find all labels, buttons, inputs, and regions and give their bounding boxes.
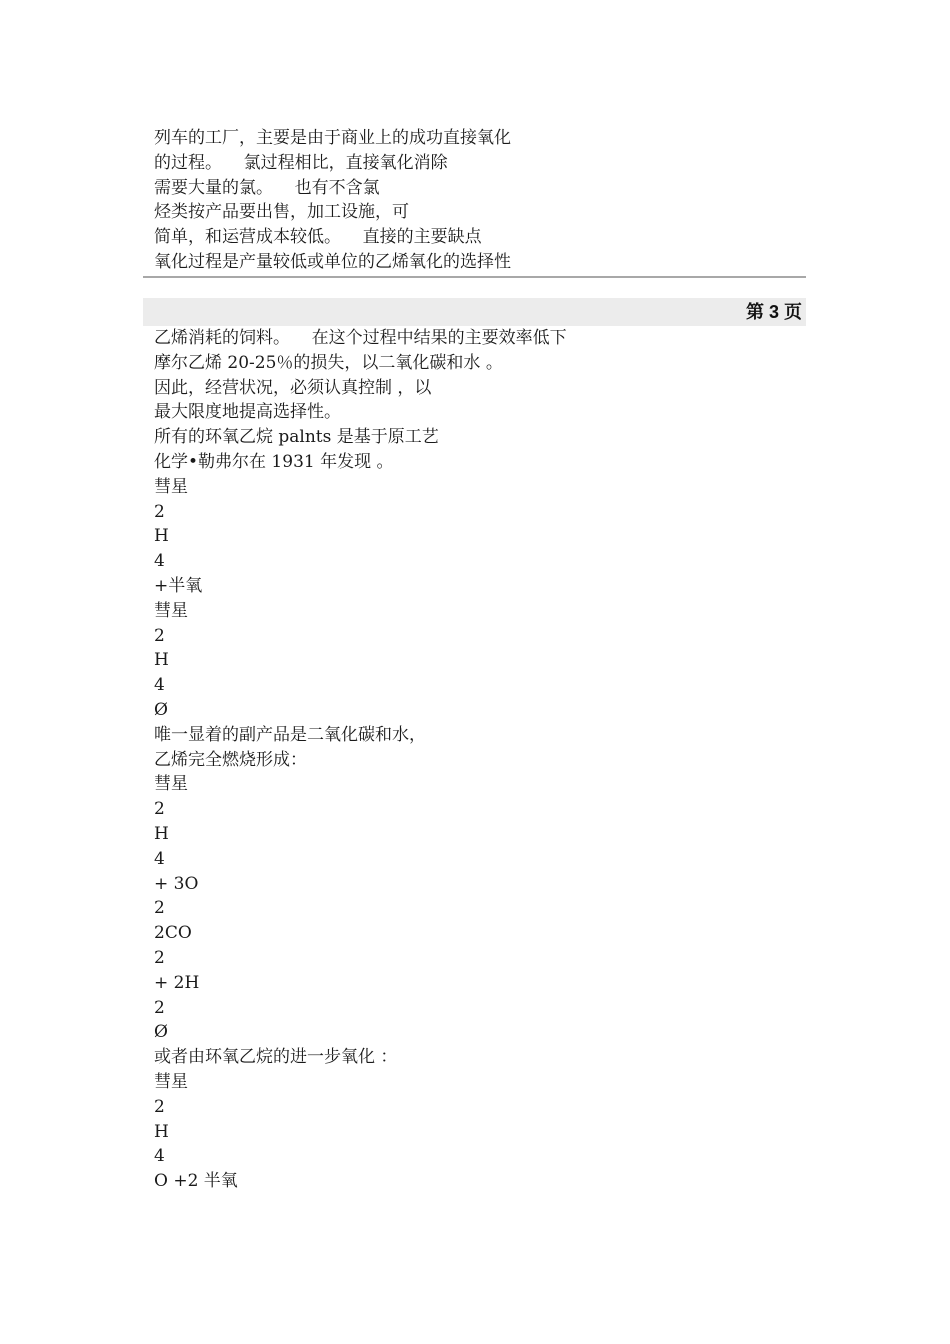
- text-line: + 3O: [154, 873, 199, 894]
- text-line: 2: [154, 947, 165, 968]
- text-line: 唯一显着的副产品是二氧化碳和水，: [154, 724, 426, 745]
- text-line: 2: [154, 501, 165, 522]
- text-line: 乙烯完全燃烧形成：: [154, 749, 307, 770]
- text-line: 摩尔乙烯 20-25％的损失，以二氧化碳和水 。: [154, 352, 503, 373]
- text-line: 2: [154, 1096, 165, 1117]
- text-line: 2: [154, 997, 165, 1018]
- text-line: 因此，经营状况，必须认真控制 ，以: [154, 377, 432, 398]
- text-line: Ø: [154, 699, 168, 720]
- text-line: 彗星: [154, 1071, 188, 1092]
- text-line: H: [154, 650, 169, 671]
- text-line: Ø: [154, 1022, 168, 1043]
- text-line: 列车的工厂，主要是由于商业上的成功直接氧化: [154, 128, 511, 148]
- text-line: H: [154, 526, 169, 547]
- text-line: + 2H: [154, 972, 200, 993]
- text-line: 2: [154, 625, 165, 646]
- text-line: 乙烯消耗的饲料。 在这个过程中结果的主要效率低下: [154, 328, 567, 348]
- page-header-band: [143, 298, 806, 326]
- page-divider-rule: [143, 276, 806, 278]
- page-number-label: 第 3 页: [745, 302, 802, 322]
- text-line: 2CO: [154, 923, 192, 944]
- text-line: H: [154, 823, 169, 844]
- text-line: 或者由环氧乙烷的进一步氧化 ：: [154, 1047, 398, 1068]
- text-line: 彗星: [154, 774, 188, 795]
- text-line: 最大限度地提高选择性。: [154, 402, 341, 423]
- text-line: 4: [154, 551, 165, 572]
- text-line: +半氧: [154, 575, 203, 596]
- text-line: 氧化过程是产量较低或单位的乙烯氧化的选择性: [154, 251, 511, 272]
- text-line: 彗星: [154, 600, 188, 621]
- main-text: [154, 326, 814, 1194]
- text-line: 化学•勒弗尔在 1931 年发现 。: [154, 451, 394, 472]
- text-line: 烃类按产品要出售，加工设施，可: [154, 202, 409, 223]
- text-line: 4: [154, 848, 165, 869]
- text-line: 彗星: [154, 476, 188, 497]
- top-paragraph: [154, 126, 814, 275]
- text-line: 4: [154, 1146, 165, 1167]
- text-line: 4: [154, 675, 165, 696]
- text-line: 2: [154, 898, 165, 919]
- text-line: 需要大量的氯。 也有不含氯: [154, 177, 380, 198]
- text-line: 的过程。 氯过程相比，直接氧化消除: [154, 152, 448, 173]
- text-line: 2: [154, 799, 165, 820]
- text-line: 简单，和运营成本较低。 直接的主要缺点: [154, 227, 482, 248]
- text-line: 所有的环氧乙烷 palnts 是基于原工艺: [154, 427, 439, 448]
- text-line: O +2 半氧: [154, 1171, 238, 1192]
- text-line: H: [154, 1121, 169, 1142]
